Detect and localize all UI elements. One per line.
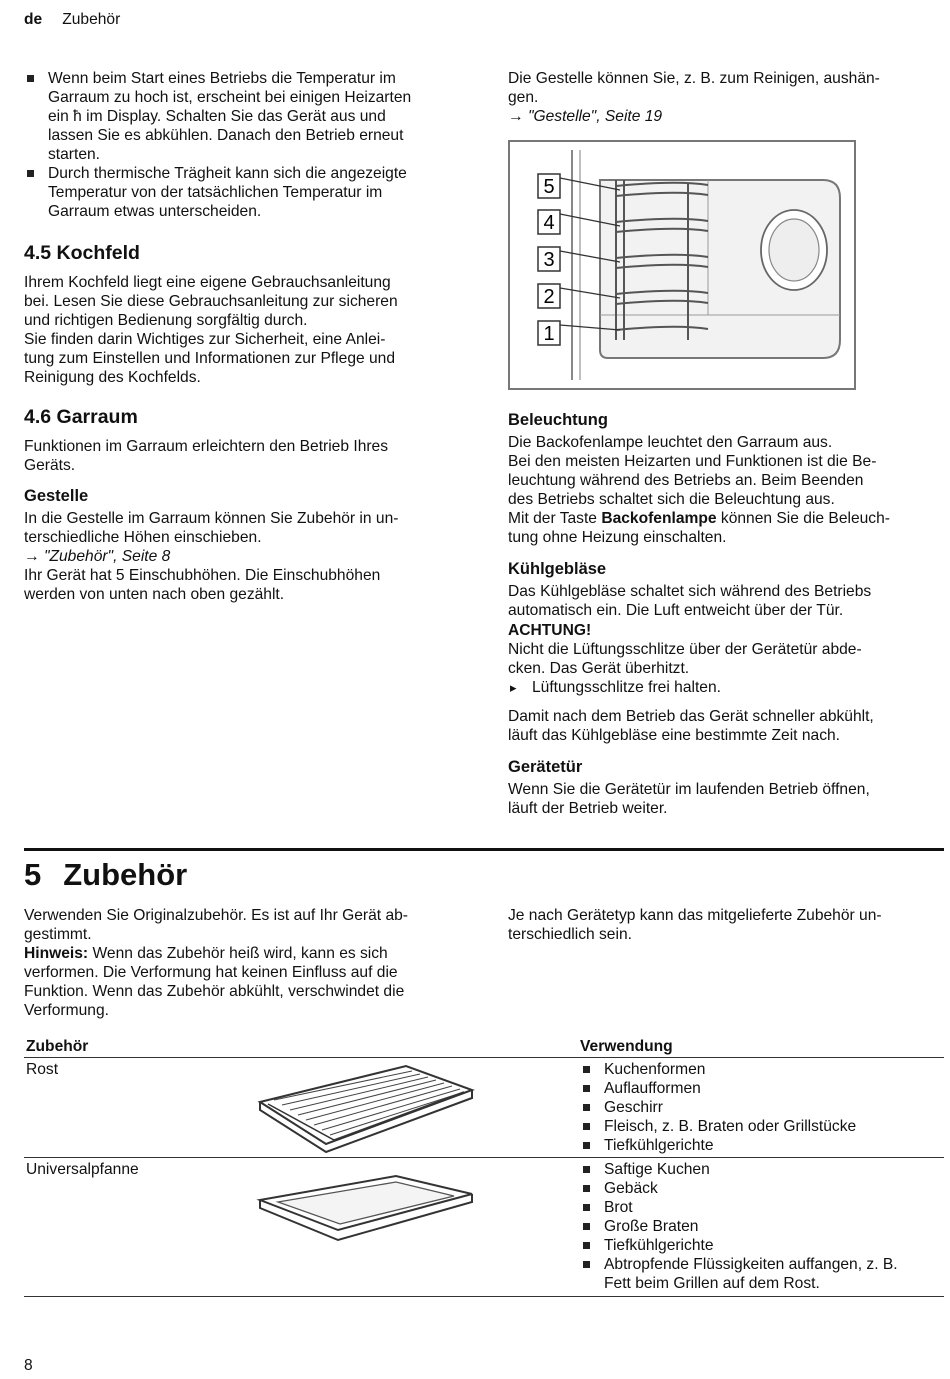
heading-gestelle: Gestelle	[24, 487, 89, 505]
oven-rack-figure	[508, 140, 856, 390]
wire-rack-image	[256, 1062, 476, 1154]
header-section: Zubehör	[62, 11, 121, 28]
chapter-title: Zubehör	[63, 857, 188, 892]
accessory-name: Universalpfanne	[26, 1161, 139, 1178]
table-header-row	[24, 1035, 944, 1058]
list-item: Saftige Kuchen	[580, 1160, 944, 1179]
list-item: Auflaufformen	[580, 1079, 944, 1098]
language-code: de	[24, 11, 43, 28]
list-item: Kuchenformen	[580, 1060, 944, 1079]
list-item: Gebäck	[580, 1179, 944, 1198]
rack-level-label: 2	[543, 286, 555, 308]
rack-level-label: 5	[543, 176, 555, 198]
rack-level-label: 4	[543, 212, 555, 234]
table-row	[24, 1158, 944, 1297]
cross-reference-link[interactable]: → "Gestelle", Seite 19	[508, 108, 663, 125]
usage-list	[580, 1160, 944, 1293]
usage-list	[580, 1060, 944, 1155]
heading-kochfeld: 4.5 Kochfeld	[24, 242, 140, 264]
list-item: Fleisch, z. B. Braten oder Grillstücke	[580, 1117, 944, 1136]
rack-level-label: 1	[543, 323, 555, 345]
warning-label: ACHTUNG!	[508, 622, 592, 639]
page-header	[24, 10, 120, 29]
arrow-right-icon: →	[508, 108, 528, 125]
kochfeld-text: Ihrem Kochfeld liegt eine eigene Gebrauchsanleitung bei. Lesen Sie diese Gebrauchsanleitung zur sicheren und richtigen Bedienung sorgfältig durch. Sie finden darin Wichtiges zur Sicherheit, eine Anlei- tung zum Einstellen und Informationen zur Pflege und Reinigung des Kochfelds.	[24, 274, 398, 386]
left-column	[24, 69, 464, 604]
list-item: Wenn beim Start eines Betriebs die Temperatur im Garraum zu hoch ist, erscheint bei einigen Heizarten ein ħ im Display. Schalten Sie das Gerät aus und lassen Sie es abkühlen. Danach den Betrieb erneut starten.	[24, 69, 464, 164]
button-name-backofenlampe: Backofenlampe	[601, 510, 717, 527]
heading-beleuchtung: Beleuchtung	[508, 411, 608, 429]
right-column-lower: Beleuchtung Die Backofenlampe leuchtet den Garraum aus. Bei den meisten Heizarten und Funktionen ist die Be- leuchtung während des Betriebs an. Beim Beenden des Betriebs schaltet sich die Beleuchtung aus. Mit der Taste Backofenlampe können Sie die Beleuch- tung ohne Heizung einschalten. Kühlgebläse Das Kühlgebläse schaltet sich während des Betriebs automatisch ein. Die Luft entweicht über der Tür. ACHTUNG! Nicht die Lüftungsschlitze über der Gerätetür abde- cken. Das Gerät überhitzt. ▸ Lüftungsschlitze frei halten. Damit nach dem Betrieb das Gerät schneller abkühlt, läuft das Kühlgebläse eine bestimmte Zeit nach. Gerätetür Wenn Sie die Gerätetür im laufenden Betrieb öffnen, läuft der Betrieb weiter.	[508, 410, 944, 818]
chapter-number: 5	[24, 857, 42, 892]
column-header: Verwendung	[578, 1035, 944, 1058]
action-list	[508, 678, 944, 697]
action-item: ▸ Lüftungsschlitze frei halten.	[508, 678, 944, 697]
right-column: Die Gestelle können Sie, z. B. zum Reinigen, aushän- gen. → "Gestelle", Seite 19	[508, 69, 944, 126]
chapter-heading	[24, 848, 944, 893]
list-item: Große Braten	[580, 1217, 944, 1236]
hint-label: Hinweis:	[24, 945, 89, 962]
accessory-name: Rost	[26, 1061, 59, 1078]
bullet-list	[24, 69, 464, 221]
table-row	[24, 1058, 944, 1158]
heading-geraetetuer: Gerätetür	[508, 758, 583, 776]
heading-kuehlgeblaese: Kühlgebläse	[508, 560, 607, 578]
cross-reference-link[interactable]: → "Zubehör", Seite 8	[24, 548, 171, 565]
list-item: Tiefkühlgerichte	[580, 1136, 944, 1155]
list-item: Tiefkühlgerichte	[580, 1236, 944, 1255]
arrow-right-icon: →	[24, 548, 44, 565]
baking-tray-image	[256, 1174, 476, 1254]
chapter-intro-right: Je nach Gerätetyp kann das mitgelieferte Zubehör un- terschiedlich sein.	[508, 907, 882, 943]
column-header: Zubehör	[24, 1035, 578, 1058]
rack-level-label: 3	[543, 249, 555, 271]
page-number: 8	[24, 1357, 33, 1374]
list-item: Brot	[580, 1198, 944, 1217]
list-item: Abtropfende Flüssigkeiten auffangen, z. B. Fett beim Grillen auf dem Rost.	[580, 1255, 944, 1293]
heading-garraum: 4.6 Garraum	[24, 406, 138, 428]
garraum-text: Funktionen im Garraum erleichtern den Betrieb Ihres Geräts.	[24, 438, 389, 474]
gestelle-text: In die Gestelle im Garraum können Sie Zubehör in un- terschiedliche Höhen einschieben. → "Zubehör", Seite 8 Ihr Gerät hat 5 Einschubhöhen. Die Einschubhöhen werden von unten nach oben gezählt.	[24, 509, 464, 604]
accessory-table	[24, 1035, 944, 1297]
list-item: Durch thermische Trägheit kann sich die angezeigte Temperatur von der tatsächlichen Temperatur im Garraum etwas unterscheiden.	[24, 164, 464, 221]
chapter-intro-left: Verwenden Sie Originalzubehör. Es ist auf Ihr Gerät ab- gestimmt. Hinweis: Wenn das Zubehör heiß wird, kann es sich verformen. Die Verformung hat keinen Einfluss auf die Funktion. Wenn das Zubehör abkühlt, verschwindet die Verformung.	[24, 907, 408, 1019]
list-item: Geschirr	[580, 1098, 944, 1117]
